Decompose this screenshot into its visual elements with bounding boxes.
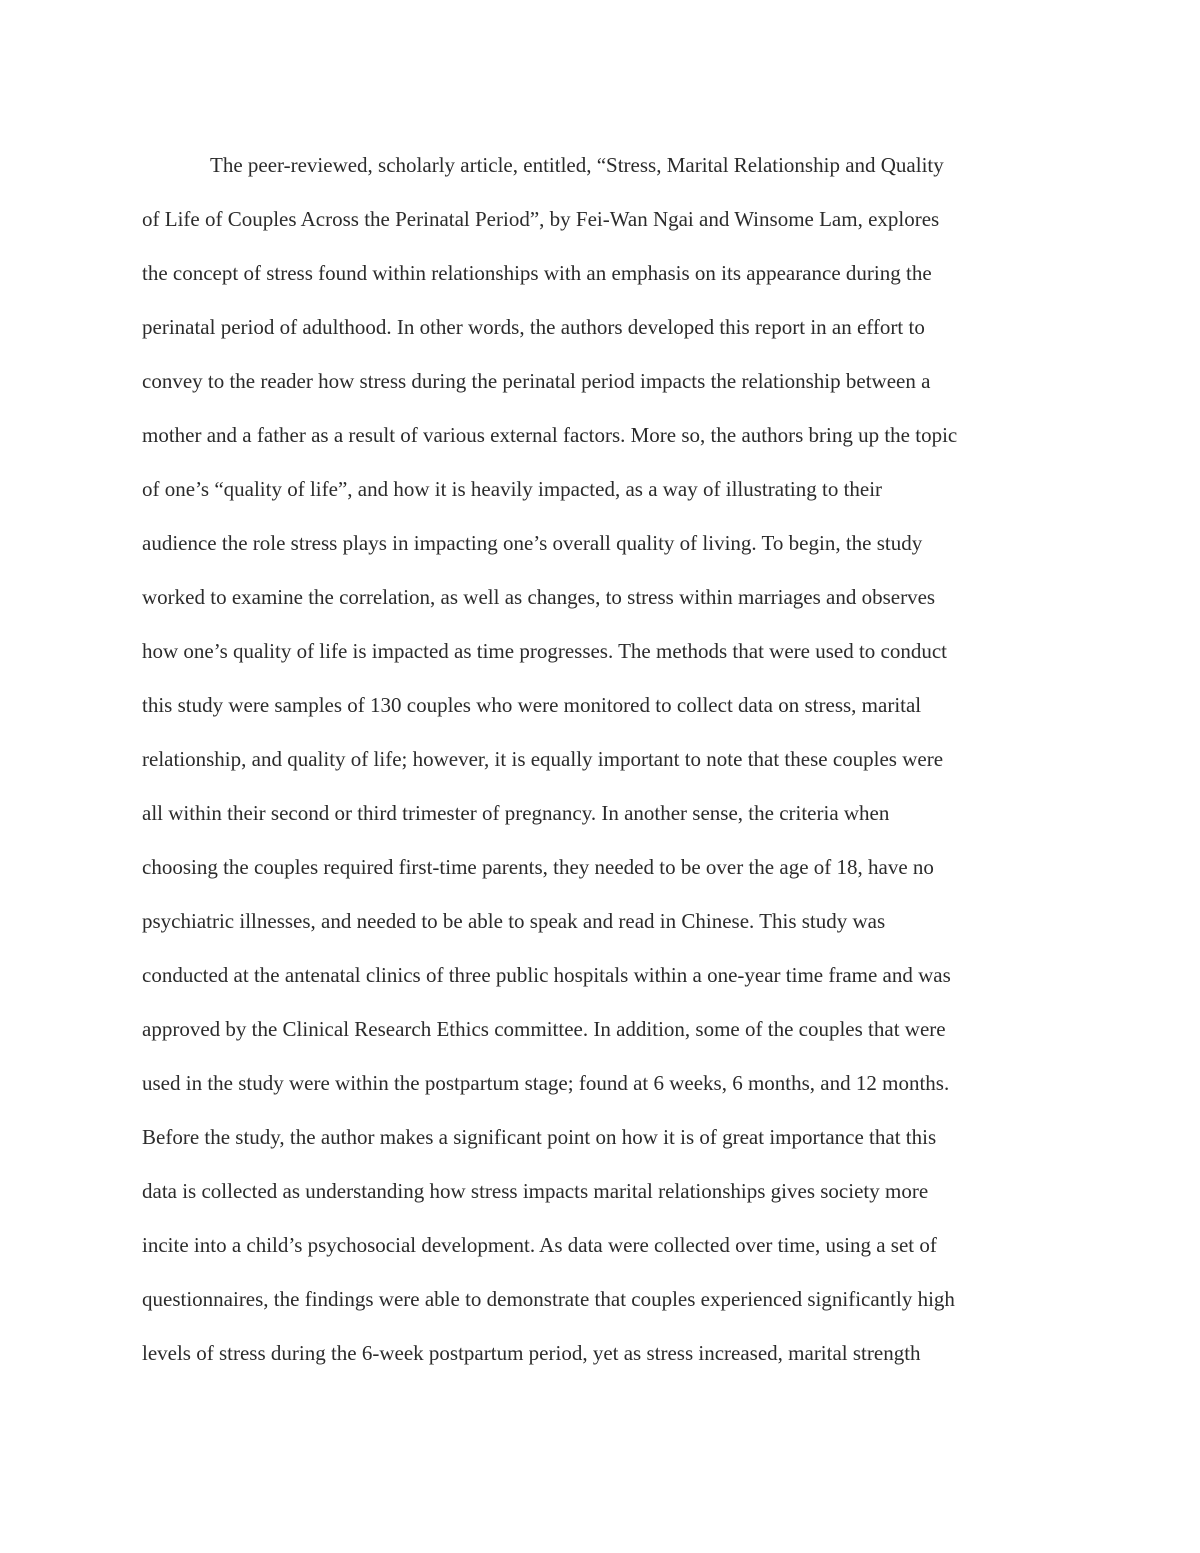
paragraph-line: levels of stress during the 6-week postpartum period, yet as stress increased, marital strength: [142, 1341, 921, 1365]
paragraph-line: convey to the reader how stress during the perinatal period impacts the relationship between a: [142, 369, 931, 393]
paragraph-line: Before the study, the author makes a significant point on how it is of great importance that this: [142, 1125, 937, 1149]
paragraph-line: relationship, and quality of life; however, it is equally important to note that these couples were: [142, 747, 944, 771]
paragraph-line: incite into a child’s psychosocial development. As data were collected over time, using a set of: [142, 1233, 937, 1257]
paragraph-line: The peer-reviewed, scholarly article, entitled, “Stress, Marital Relationship and Quality: [210, 153, 944, 177]
paragraph-line: the concept of stress found within relationships with an emphasis on its appearance during the: [142, 261, 932, 285]
paragraph-line: worked to examine the correlation, as well as changes, to stress within marriages and observes: [142, 585, 936, 609]
paragraph-line: mother and a father as a result of various external factors. More so, the authors bring up the topic: [142, 423, 958, 447]
paragraph-line: perinatal period of adulthood. In other words, the authors developed this report in an effort to: [142, 315, 925, 339]
paragraph-line: used in the study were within the postpartum stage; found at 6 weeks, 6 months, and 12 months.: [142, 1071, 950, 1095]
paragraph-line: data is collected as understanding how stress impacts marital relationships gives society more: [142, 1179, 929, 1203]
paragraph-line: psychiatric illnesses, and needed to be able to speak and read in Chinese. This study was: [142, 909, 886, 933]
paragraph-line: choosing the couples required first-time parents, they needed to be over the age of 18, have no: [142, 855, 934, 879]
paragraph-line: of Life of Couples Across the Perinatal Period”, by Fei-Wan Ngai and Winsome Lam, explores: [142, 207, 940, 231]
paragraph-line: conducted at the antenatal clinics of three public hospitals within a one-year time frame and was: [142, 963, 951, 987]
paragraph-line: this study were samples of 130 couples who were monitored to collect data on stress, marital: [142, 693, 922, 717]
body-paragraph: [142, 138, 1072, 1380]
paragraph-line: all within their second or third trimester of pregnancy. In another sense, the criteria when: [142, 801, 890, 825]
paragraph-line: questionnaires, the findings were able to demonstrate that couples experienced significantly high: [142, 1287, 955, 1311]
paragraph-line: how one’s quality of life is impacted as time progresses. The methods that were used to conduct: [142, 639, 948, 663]
paragraph-line: approved by the Clinical Research Ethics committee. In addition, some of the couples that were: [142, 1017, 946, 1041]
paragraph-line: audience the role stress plays in impacting one’s overall quality of living. To begin, the study: [142, 531, 923, 555]
paragraph-line: of one’s “quality of life”, and how it is heavily impacted, as a way of illustrating to their: [142, 477, 883, 501]
